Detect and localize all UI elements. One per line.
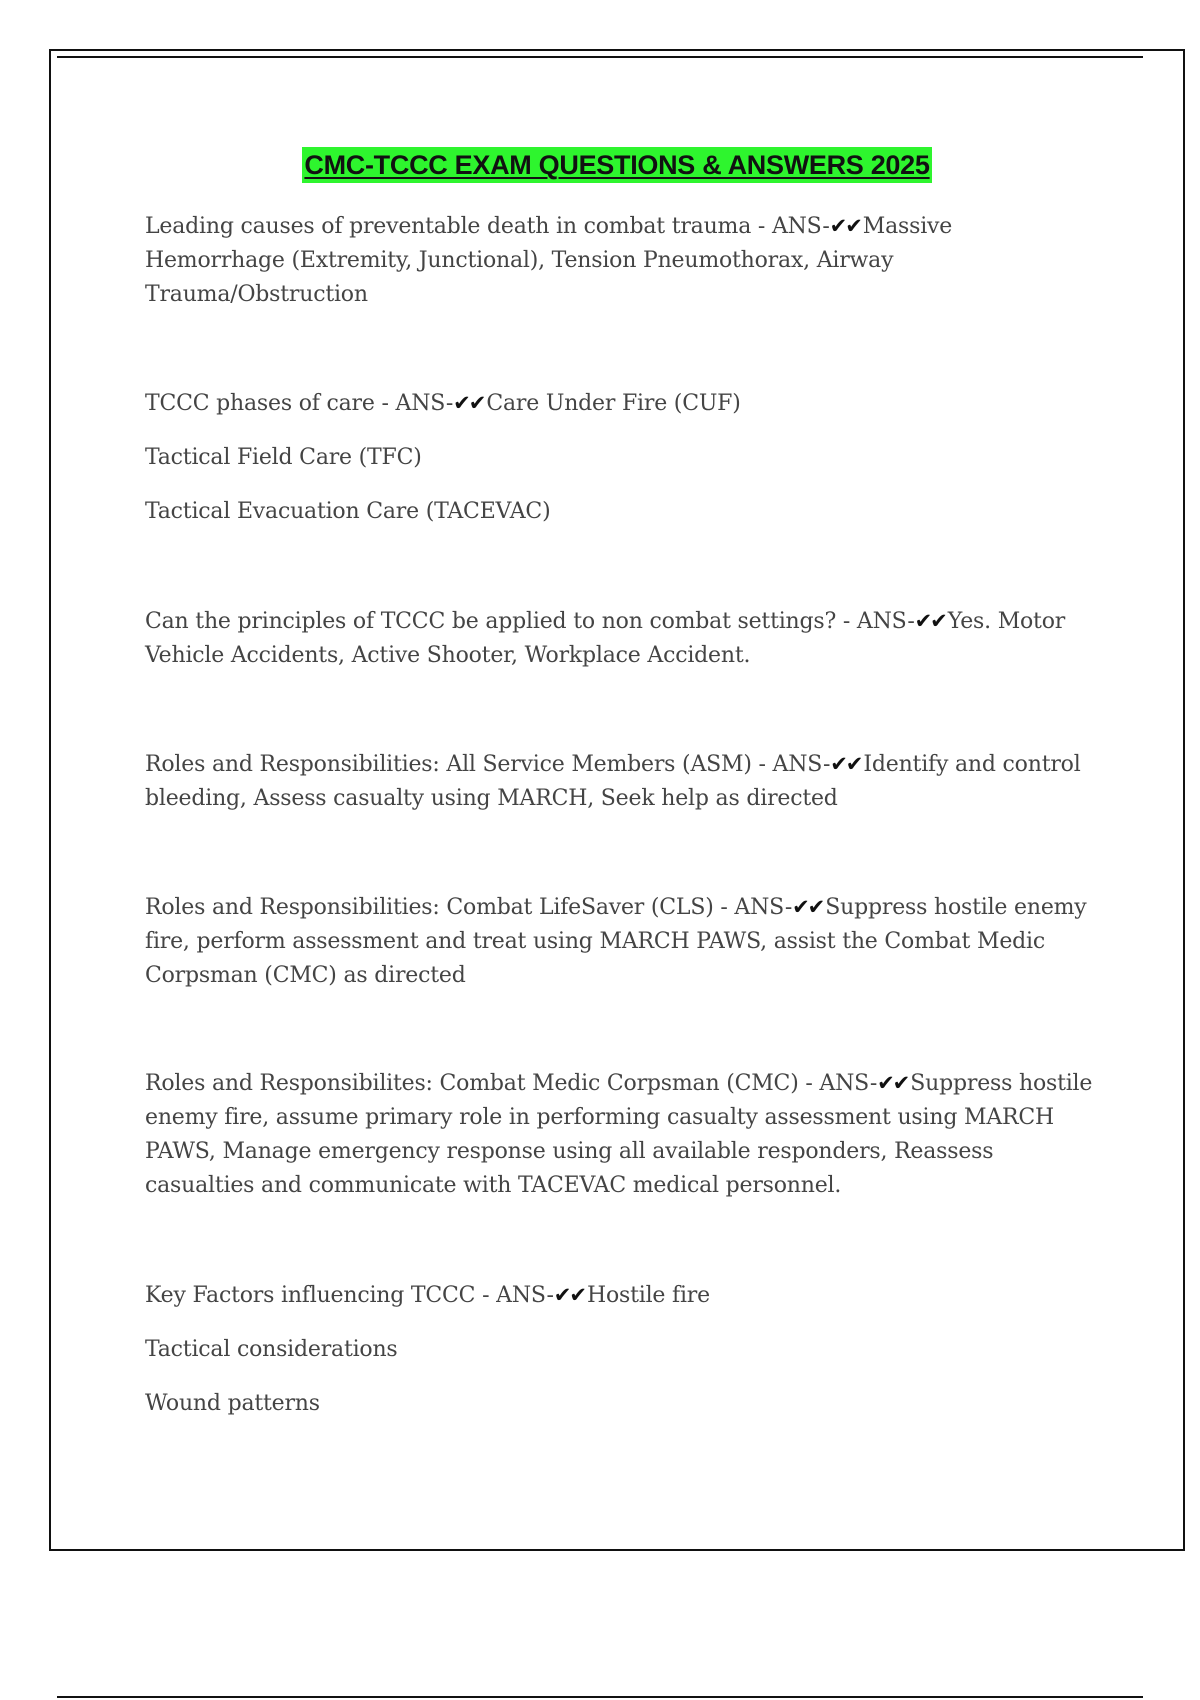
answer-marker: ANS- [819, 1071, 878, 1096]
check-icon: ✔✔ [453, 391, 485, 415]
qa-item [145, 747, 1095, 816]
qa-line [145, 1066, 1095, 1203]
check-icon: ✔✔ [830, 752, 862, 776]
answer-marker: ANS- [734, 895, 793, 920]
qa-item [145, 386, 1095, 529]
question-text: TCCC phases of care - [145, 391, 396, 416]
qa-item [145, 890, 1095, 993]
check-icon: ✔✔ [877, 1071, 909, 1095]
answer-text: Suppress hostile enemy fire, perform assessment and treat using MARCH PAWS, assist the Combat Medic Corpsman (CMC) as directed [145, 895, 1087, 988]
qa-item [145, 209, 1095, 312]
qa-line [145, 890, 1095, 993]
answer-extra-line: Tactical Field Care (TFC) [145, 445, 422, 470]
qa-line [145, 747, 1095, 816]
question-text: Can the principles of TCCC be applied to non combat settings? - [145, 609, 857, 634]
question-text: Leading causes of preventable death in combat trauma - [145, 214, 772, 239]
answer-extra-line: Wound patterns [145, 1391, 320, 1416]
qa-item [145, 1278, 1095, 1421]
answer-text: Massive Hemorrhage (Extremity, Junctional), Tension Pneumothorax, Airway Trauma/Obstruction [145, 214, 953, 307]
answer-extra-line: Tactical Evacuation Care (TACEVAC) [145, 499, 551, 524]
answer-marker: ANS- [496, 1283, 554, 1308]
qa-line [145, 604, 1095, 673]
answer-text: Suppress hostile enemy fire, assume primary role in performing casualty assessment using MARCH PAWS, Manage emergency response using all available responders, Reassess casualties and communicate with TACEVAC medical personnel. [145, 1071, 1093, 1198]
answer-text: Care Under Fire (CUF) [486, 391, 741, 416]
question-text: Key Factors influencing TCCC - [145, 1283, 497, 1308]
check-icon: ✔✔ [829, 214, 861, 238]
check-icon: ✔✔ [914, 609, 946, 633]
answer-marker: ANS- [395, 391, 454, 416]
top-rule [57, 56, 1143, 58]
question-text: Roles and Responsibilities: Combat LifeSaver (CLS) - [145, 895, 735, 920]
title-container [0, 147, 1200, 183]
answer-extra-line: Tactical considerations [145, 1337, 398, 1362]
answer-marker: ANS- [856, 609, 915, 634]
check-icon: ✔✔ [553, 1283, 585, 1307]
qa-item [145, 1066, 1095, 1203]
document-title: CMC-TCCC EXAM QUESTIONS & ANSWERS 2025 [302, 147, 931, 183]
bottom-rule [57, 1696, 1143, 1698]
qa-item [145, 604, 1095, 673]
answer-text: Hostile fire [586, 1283, 710, 1308]
check-icon: ✔✔ [792, 895, 824, 919]
question-text: Roles and Responsibilites: Combat Medic Corpsman (CMC) - [145, 1071, 820, 1096]
qa-line [145, 209, 1095, 312]
qa-line [145, 386, 1095, 421]
answer-marker: ANS- [772, 752, 831, 777]
question-text: Roles and Responsibilities: All Service Members (ASM) - [145, 752, 773, 777]
answer-text: Identify and control bleeding, Assess casualty using MARCH, Seek help as directed [145, 752, 1081, 811]
answer-text: Yes. Motor Vehicle Accidents, Active Shooter, Workplace Accident. [145, 609, 1066, 668]
qa-line [145, 1278, 1095, 1313]
answer-marker: ANS- [771, 214, 830, 239]
